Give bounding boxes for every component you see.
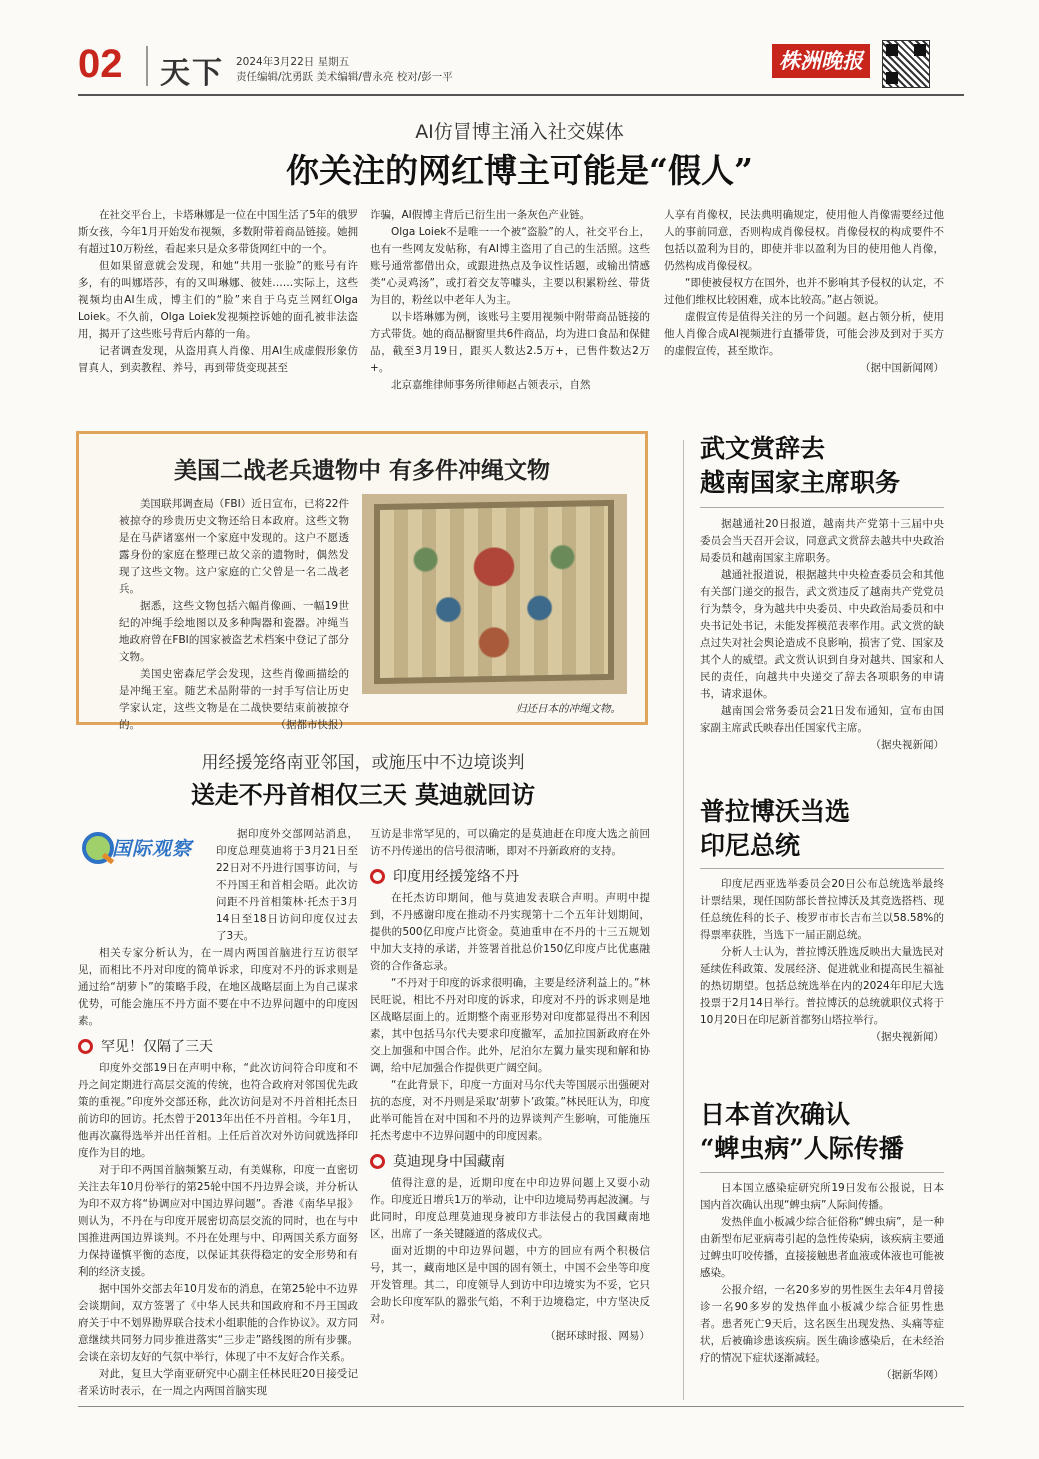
- logo-text: 国际观察: [112, 838, 193, 860]
- article1-kicker: AI仿冒博主涌入社交媒体: [415, 121, 624, 143]
- article1-col1: 在社交平台上，卡塔琳娜是一位在中国生活了5年的俄罗斯女孩，今年1月开始发布视频，多数附带着商品链接。她拥有超过10万粉丝，看起来只是众多带货网红中的一个。 但如果留意就会发现，和她“共用一张脸”的账号有许多，有的叫娜塔莎，有的又叫琳娜、彼娃……实际上，这些视频均由AI生成，博主们的“脸”来自于乌克兰网红Olga Loiek。不久前，Olga Loiek发视频控诉她的面孔被非法盗用，揭开了这些账号背后内幕的一角。 记者调查发现，从盗用真人肖像、用AI生成虚假形象仿冒真人，到卖教程、养号，再到带货变现甚至: [78, 209, 358, 374]
- header-divider: [146, 46, 148, 86]
- article1-col2: 诈骗，AI假博主背后已衍生出一条灰色产业链。 Olga Loiek不是唯一一个被“盗脸”的人，社交平台上，也有一些网友发帖称，有AI博主盗用了自己的生活照。这些账号通常都借出众，或跟进热点及争议性话题，或输出情感类“心灵鸡汤”，或打着交友等噱头，主要以积累粉丝、带货为目的，粉丝以中老年人为主。 以卡塔琳娜为例，该账号主要用视频中附带商品链接的方式带货。她的商品橱窗里共6件商品，均为进口食品和保健品，截至3月19日，跟买人数达2.5万+，已售件数达2万+。 北京嘉维律师事务所律师赵占领表示，自然: [370, 209, 650, 391]
- article5-title: 普拉博沃当选 印尼总统: [700, 797, 851, 860]
- article2-source: （据都市快报）: [275, 719, 349, 731]
- article3-rule: [700, 507, 944, 508]
- article3-source: （据央视新闻）: [870, 739, 944, 751]
- article5-source: （据央视新闻）: [870, 1031, 944, 1043]
- article4-source: （据环球时报、网易）: [545, 1330, 650, 1342]
- article1-col3: 人享有肖像权，民法典明确规定，使用他人肖像需要经过他人的事前同意，否则构成肖像侵权。肖像侵权的构成要件不包括以盈利为目的，即使并非以盈利为目的使用他人肖像，仍然构成肖像侵权。 “即使被侵权方在国外，也并不影响其予侵权的认定，不过他们维权比较困难，成本比较高。”赵占领说。 虚假宣传是值得关注的另一个问题。赵占领分析，使用他人肖像合成AI视频进行直播带货，可能会涉及到对于买方的虚假宣传，甚至欺诈。 （据中国新闻网）: [664, 209, 944, 374]
- article1-source: （据中国新闻网）: [860, 362, 944, 374]
- date-line: 2024年3月22日 星期五: [236, 56, 350, 68]
- article6-title: 日本首次确认 “蜱虫病”人际传播: [700, 1100, 904, 1163]
- okinawa-artifact-photo: [362, 494, 627, 694]
- article4-col1: 据印度外交部网站消息，印度总理莫迪将于3月21日至22日对不丹进行国事访问，与不丹国王和首相会晤。此次访问距不丹首相策林·托杰于3月14日至18日访问印度仅过去了3天。 相关专家分析认为，在一周内两国首脑进行互访很罕见，而相比不丹对印度的简单诉求，印度对不丹的诉求则是通过给“胡萝卜”的策略手段，在地区战略层面上为自己谋求优势，可能会施压不丹方面不要在中不边界问题中的印度因素。 罕见！仅隔了三天 印度外交部19日在声明中称，“此次访问符合印度和不丹之间定期进行高层交流的传统，也符合政府对邻国优先政策的重视。”印度外交部还称，此次访问是对不丹首相托杰日前访印的回访。托杰曾于2013年出任不丹首相。今年1月，他再次赢得选举并出任首相。上任后首次对外访问就选择印度作为目的地。 对于印不两国首脑频繁互动，有美媒称，印度一直密切关注去年10月份举行的第25轮中国不丹边界会谈，并分析认为印不双方将“协调应对中国边界问题”。香港《南华早报》则认为，不丹在与印度开展密切高层交流的同时，也在与中国推进两国边界谈判。不丹在处理与中、印两国关系方面努力保持谨慎平衡的态度，以保证其获得稳定的安全形势和有利的经济支援。 据中国外交部去年10月发布的消息，在第25轮中不边界会谈期间，双方签署了《中华人民共和国政府和不丹王国政府关于中不划界勘界联合技术小组职能的合作协议》。双方同意继续共同努力同步推进落实“三步走”路线图的所有步骤。会谈在亲切友好的气氛中举行，体现了中不友好合作关系。 对此，复旦大学南亚研究中心副主任林民旺20日接受记者采访时表示，在一周之内两国首脑实现: [78, 828, 358, 1397]
- qr-code: [882, 40, 930, 88]
- article3-text: 据越通社20日报道，越南共产党第十三届中央委员会当天召开会议，同意武文赏辞去越共中央政治局委员和越南国家主席职务。 越通社报道说，根据越共中央检查委员会和其他有关部门递交的报告，武文赏违反了越南共产党党员行为禁令，身为越共中央委员、中央政治局委员和中央书记处书记，未能发挥模范表率作用。武文赏的缺点过失对社会舆论造成不良影响，损害了党、国家及其个人的威望。武文赏认识到自身对越共、国家和人民的责任，向越共中央递交了辞去各项职务的申请书，请求退休。 越南国会常务委员会21日发布通知，宣布由国家副主席武氏映春出任国家代主席。 （据央视新闻）: [700, 518, 944, 751]
- subheading-rare: 罕见！仅隔了三天: [78, 1036, 358, 1056]
- article4-kicker: 用经援笼络南亚邻国，或施压中不边境谈判: [201, 753, 525, 773]
- article2-box: [76, 431, 648, 731]
- subheading-aid: 印度用经援笼络不丹: [370, 866, 650, 886]
- article2-title: 美国二战老兵遗物中 有多件冲绳文物: [173, 457, 550, 484]
- bullet-icon: [370, 869, 385, 884]
- article6-rule: [700, 1172, 944, 1173]
- masthead-logo: 株洲晚报: [772, 44, 870, 78]
- footer-rule: [78, 1406, 964, 1407]
- photo-caption: 归还日本的冲绳文物。: [516, 703, 621, 715]
- article2-text: 美国联邦调查局（FBI）近日宣布，已将22件被掠夺的珍贵历史文物还给日本政府。这些文物是在马萨诸塞州一个家庭中发现的。这户不愿透露身份的家庭在整理已故父亲的遗物时，偶然发现了这些文物。这户家庭的亡父曾是一名二战老兵。 据悉，这些文物包括六幅肖像画、一幅19世纪的冲绳手绘地图以及多种陶器和瓷器。冲绳当地政府曾在FBI的国家被盗艺术档案中登记了部分文物。 美国史密森尼学会发现，这些肖像画描绘的是冲绳王室。随艺术品附带的一封手写信让历史学家认定，这些文物是在二战快要结束前被掠夺的。 （据都市快报）: [119, 498, 349, 731]
- bullet-icon: [78, 1039, 93, 1054]
- article6-text: 日本国立感染症研究所19日发布公报说，日本国内首次确认出现“蜱虫病”人际间传播。 发热伴血小板减少综合征俗称“蜱虫病”，是一种由新型布尼亚病毒引起的急性传染病，该疾病主要通过蜱虫叮咬传播，直接接触患者血液或体液也可能被感染。 公报介绍，一名20多岁的男性医生去年4月曾接诊一名90多岁的发热伴血小板减少综合征男性患者。患者死亡9天后，这名医生出现发热、头痛等症状，后被确诊患该疾病。医生确诊感染后，在未经治疗的情况下症状逐渐减轻。 （据新华网）: [700, 1182, 944, 1381]
- page-number: 02: [78, 42, 123, 86]
- bullet-icon: [370, 1154, 385, 1169]
- article4-title: 送走不丹首相仅三天 莫迪就回访: [190, 780, 536, 809]
- editors-line: 责任编辑/沈勇跃 美术编辑/曹永亮 校对/彭一平: [236, 71, 453, 83]
- article6-source: （据新华网）: [881, 1369, 944, 1381]
- section-name: 天下: [160, 56, 224, 91]
- article5-rule: [700, 868, 944, 869]
- header-rule: [78, 94, 964, 96]
- article1-title: 你关注的网红博主可能是“假人”: [286, 151, 753, 190]
- article3-title: 武文赏辞去 越南国家主席职务: [700, 434, 901, 497]
- subheading-modi: 莫迪现身中国藏南: [370, 1151, 650, 1171]
- column-divider: [683, 440, 684, 1400]
- article4-col2: 互访是非常罕见的，可以确定的是莫迪赶在印度大选之前回访不丹传递出的信号很清晰，即对不丹新政府的支持。 印度用经援笼络不丹 在托杰访印期间，他与莫迪发表联合声明。声明中提到，不丹感谢印度在推动不丹实现第十二个五年计划期间，提供的500亿印度卢比资金。莫迪重申在不丹的十三五规划中加大支持的承诺，并签署首批总价150亿印度卢比优惠融资的合作备忘录。 “不丹对于印度的诉求很明确，主要是经济利益上的。”林民旺说，相比不丹对印度的诉求，印度对不丹的诉求则是地区战略层面上的。近期整个南亚形势对印度都显得出不利因素，其中包括马尔代夫要求印度撤军，孟加拉国新政府在外交上加强和中国合作。此外，尼泊尔左翼力量实现和解和协调，给中尼加强合作提供更广阔空间。 “在此背景下，印度一方面对马尔代夫等国展示出强硬对抗的态度，对不丹则是采取‘胡萝卜’政策。”林民旺认为，印度此举可能旨在对中国和不丹的边界谈判产生影响，可能施压托杰考虑中不边界问题中的印度因素。 莫迪现身中国藏南 值得注意的是，近期印度在中印边界问题上又耍小动作。印度近日增兵1万的举动，让中印边境局势再起波澜。与此同时，印度总理莫迪现身被印方非法侵占的我国藏南地区，出席了一条关键隧道的落成仪式。 面对近期的中印边界问题，中方的回应有两个积极信号，其一，藏南地区是中国的固有领土，中国不会坐等印度开发管理。其二，印度领导人到访中印边境实为不妥，它只会助长印度军队的嚣张气焰，不利于边境稳定，中方坚决反对。 （据环球时报、网易）: [370, 828, 650, 1342]
- article5-text: 印度尼西亚选举委员会20日公布总统选举最终计票结果，现任国防部长普拉博沃及其竞选搭档、现任总统佐科的长子、梭罗市市长吉布兰以58.58%的得票率获胜，当选下一届正副总统。 分析人士认为，普拉博沃胜选反映出大量选民对延续佐科政策、发展经济、促进就业和提高民生福祉的热切期望。包括总统选举在内的2024年印尼大选投票于2月14日举行。普拉博沃的总统就职仪式将于10月20日在印尼新首都努山塔拉举行。 （据央视新闻）: [700, 878, 944, 1043]
